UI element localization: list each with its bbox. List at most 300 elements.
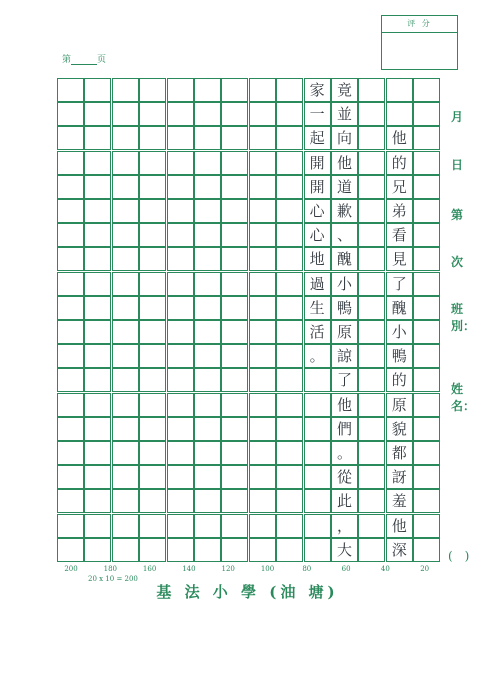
handwritten-char: 他: [336, 395, 352, 414]
handwritten-char: 看: [391, 226, 407, 245]
grid-cell: [57, 465, 84, 489]
page-number-label: [62, 52, 106, 65]
grid-cell: [84, 465, 111, 489]
grid-cell: [194, 465, 221, 489]
grid-cell: [112, 175, 139, 199]
grid-cell: [221, 514, 248, 538]
handwritten-char: 訝: [391, 468, 407, 487]
grid-cell: [221, 175, 248, 199]
grid-cell: [276, 538, 303, 562]
grid-cell: [194, 175, 221, 199]
grid-cell: [167, 102, 194, 126]
grid-cell: [167, 465, 194, 489]
grid-cell: [249, 465, 276, 489]
handwritten-char: 過: [309, 274, 325, 293]
grid-cell: [304, 368, 331, 392]
grid-cell: [57, 78, 84, 102]
handwritten-char: 見: [391, 250, 407, 269]
handwritten-char: 一: [309, 105, 325, 124]
grid-cell: [57, 296, 84, 320]
grid-column: [139, 78, 166, 562]
grid-cell: [57, 538, 84, 562]
grid-cell: [139, 151, 166, 175]
tick-label: 180: [103, 565, 117, 573]
grid-cell: [358, 320, 385, 344]
handwritten-char: 活: [309, 323, 325, 341]
grid-cell: [221, 368, 248, 392]
grid-cell: [139, 441, 166, 465]
grid-cell: [221, 393, 248, 417]
handwritten-char: 醜: [336, 250, 352, 269]
grid-cell: [386, 78, 413, 102]
grid-cell: [139, 199, 166, 223]
class-label: 班: [451, 302, 464, 316]
grid-cell: [276, 78, 303, 102]
grid-column: [57, 78, 84, 562]
handwritten-char: 大: [336, 540, 352, 559]
grid-cell: [221, 417, 248, 441]
grid-cell: [221, 78, 248, 102]
grid-cell: [57, 417, 84, 441]
grid-cell: [221, 102, 248, 126]
handwritten-char: 了: [336, 371, 352, 390]
grid-cell: [57, 393, 84, 417]
handwritten-char: 深: [391, 540, 407, 559]
grid-cell: [112, 272, 139, 296]
tick-label: 40: [380, 565, 390, 573]
grid-cell: [167, 272, 194, 296]
handwritten-char: 開: [309, 177, 325, 196]
grid-cell: [194, 368, 221, 392]
grid-cell: [167, 126, 194, 150]
grid-cell: [167, 199, 194, 223]
grid-cell: [112, 296, 139, 320]
grid-cell: [57, 151, 84, 175]
grid-cell: [167, 247, 194, 271]
grid-cell: [221, 223, 248, 247]
handwritten-char: 都: [391, 444, 407, 462]
grid-cell: [57, 489, 84, 513]
grid-cell: [249, 368, 276, 392]
month-label: 月: [451, 110, 464, 124]
grid-cell: [249, 296, 276, 320]
grid-cell: [276, 465, 303, 489]
grid-cell: [249, 538, 276, 562]
grid-cell: [112, 247, 139, 271]
grid-cell: [167, 368, 194, 392]
grid-cell: [304, 514, 331, 538]
grid-cell: [84, 368, 111, 392]
handwritten-char: 鴨: [391, 347, 407, 366]
grid-cell: [139, 344, 166, 368]
grid-cell: [167, 223, 194, 247]
grid-cell: [139, 320, 166, 344]
handwritten-char: 了: [391, 274, 407, 293]
grid-cell: [358, 538, 385, 562]
grid-cell: [413, 78, 440, 102]
grid-cell: [276, 199, 303, 223]
grid-cell: [358, 151, 385, 175]
grid-cell: [249, 126, 276, 150]
grid-cell: [194, 417, 221, 441]
grid-cell: [194, 126, 221, 150]
handwritten-char: 諒: [336, 347, 352, 366]
tick-label: 80: [302, 565, 312, 573]
grid-cell: [167, 514, 194, 538]
grid-cell: [139, 393, 166, 417]
grid-cell: [413, 102, 440, 126]
grid-cell: [84, 126, 111, 150]
grid-cell: [413, 320, 440, 344]
grid-cell: [167, 175, 194, 199]
grid-cell: [84, 296, 111, 320]
grid-cell: [57, 514, 84, 538]
grid-cell: [221, 126, 248, 150]
grid-cell: [249, 102, 276, 126]
tick-label: 200: [64, 565, 78, 573]
grid-cell: [276, 393, 303, 417]
grid-cell: [112, 102, 139, 126]
grid-cell: [112, 151, 139, 175]
grid-cell: [221, 344, 248, 368]
grid-cell: [139, 489, 166, 513]
grid-cell: [249, 175, 276, 199]
grid-cell: [413, 368, 440, 392]
grid-cell: [358, 175, 385, 199]
grid-cell: [194, 393, 221, 417]
grid-cell: [112, 465, 139, 489]
grid-cell: [57, 344, 84, 368]
grid-cell: [194, 151, 221, 175]
grid-cell: [249, 441, 276, 465]
grid-column: [249, 78, 276, 562]
grid-cell: [249, 514, 276, 538]
grid-cell: [249, 151, 276, 175]
grid-cell: [413, 417, 440, 441]
grid-cell: [413, 296, 440, 320]
grid-cell: [57, 126, 84, 150]
grid-cell: [84, 344, 111, 368]
grid-column: [358, 78, 385, 562]
grid-cell: [167, 296, 194, 320]
grid-cell: [84, 272, 111, 296]
grid-column: [304, 78, 331, 562]
handwritten-char: 們: [336, 419, 352, 438]
grid-column: [331, 78, 358, 562]
handwritten-char: 家: [309, 81, 325, 99]
grid-cell: [139, 538, 166, 562]
handwritten-char: 弟: [391, 202, 407, 220]
tick-label: 140: [182, 565, 196, 573]
grid-cell: [194, 78, 221, 102]
grid-cell: [221, 199, 248, 223]
grid-cell: [167, 151, 194, 175]
grid-cell: [84, 247, 111, 271]
grid-cell: [139, 296, 166, 320]
grid-cell: [221, 465, 248, 489]
grid-cell: [84, 417, 111, 441]
grid-cell: [413, 272, 440, 296]
handwritten-char: 兄: [391, 177, 407, 196]
grid-cell: [413, 465, 440, 489]
grid-cell: [167, 441, 194, 465]
page-label-suffix: 页: [97, 55, 107, 65]
handwritten-char: 的: [391, 371, 407, 390]
grid-cell: [139, 78, 166, 102]
handwritten-char: 小: [336, 274, 352, 293]
handwritten-char: 竟: [336, 81, 352, 99]
grid-cell: [139, 223, 166, 247]
grid-cell: [84, 538, 111, 562]
grid-cell: [304, 489, 331, 513]
grid-cell: [358, 296, 385, 320]
grid-cell: [358, 465, 385, 489]
grid-cell: [57, 320, 84, 344]
grid-cell: [304, 538, 331, 562]
grid-cell: [221, 538, 248, 562]
di-label: 第: [451, 208, 464, 222]
grid-column: [221, 78, 248, 562]
name-label-suffix: 名：: [451, 399, 476, 413]
handwritten-char: 道: [336, 177, 352, 196]
grid-cell: [413, 489, 440, 513]
grid-cell: [276, 489, 303, 513]
grid-cell: [84, 151, 111, 175]
grid-cell: [84, 320, 111, 344]
handwritten-char: 。: [336, 444, 352, 462]
handwritten-char: 開: [309, 153, 325, 172]
grid-cell: [194, 538, 221, 562]
grid-cell: [413, 344, 440, 368]
grid-cell: [276, 344, 303, 368]
tick-label: 120: [221, 565, 235, 573]
tick-label: 160: [142, 565, 157, 573]
grid-cell: [276, 102, 303, 126]
grid-cell: [167, 538, 194, 562]
grid-cell: [57, 272, 84, 296]
grid-cell: [139, 368, 166, 392]
grid-cell: [249, 320, 276, 344]
grid-cell: [57, 223, 84, 247]
grid-formula: 20 x 10 = 200: [88, 575, 138, 583]
grid-cell: [276, 441, 303, 465]
grid-cell: [112, 441, 139, 465]
score-paren: ( ): [448, 549, 470, 563]
handwritten-char: 心: [309, 202, 325, 220]
grid-cell: [139, 465, 166, 489]
grid-cell: [413, 538, 440, 562]
grid-cell: [112, 78, 139, 102]
page-label-prefix: 第: [62, 55, 72, 65]
grid-cell: [386, 102, 413, 126]
grid-cell: [358, 489, 385, 513]
grid-cell: [221, 441, 248, 465]
grid-cell: [413, 393, 440, 417]
grid-cell: [358, 126, 385, 150]
handwritten-char: 小: [391, 323, 407, 341]
grid-cell: [167, 320, 194, 344]
grid-cell: [358, 344, 385, 368]
grid-cell: [276, 175, 303, 199]
handwritten-char: 羞: [391, 492, 407, 511]
handwritten-char: 貌: [391, 419, 407, 438]
grid-cell: [84, 223, 111, 247]
grid-cell: [221, 272, 248, 296]
handwritten-char: 歉: [336, 202, 352, 220]
grid-cell: [249, 78, 276, 102]
grid-cell: [249, 199, 276, 223]
grid-cell: [358, 272, 385, 296]
grid-cell: [194, 223, 221, 247]
grid-cell: [167, 489, 194, 513]
grid-cell: [139, 102, 166, 126]
handwritten-char: 的: [391, 153, 407, 172]
grid-cell: [84, 441, 111, 465]
grid-cell: [112, 393, 139, 417]
grid-cell: [249, 489, 276, 513]
grid-cell: [84, 175, 111, 199]
grid-cell: [139, 126, 166, 150]
grid-cell: [413, 126, 440, 150]
name-label: 姓: [451, 382, 464, 396]
grid-cell: [249, 344, 276, 368]
grid-cell: [84, 393, 111, 417]
grid-cell: [276, 368, 303, 392]
grid-cell: [304, 393, 331, 417]
handwritten-char: 地: [309, 250, 325, 269]
grid-cell: [413, 514, 440, 538]
day-label: 日: [451, 158, 464, 172]
grid-cell: [358, 417, 385, 441]
handwritten-char: 原: [336, 323, 352, 341]
grid-cell: [221, 247, 248, 271]
grid-cell: [194, 102, 221, 126]
grid-cell: [249, 223, 276, 247]
handwritten-char: 心: [309, 226, 325, 245]
grid-cell: [304, 465, 331, 489]
handwritten-char: 醜: [391, 298, 407, 317]
grid-cell: [413, 199, 440, 223]
score-box: [381, 15, 458, 70]
grid-cell: [413, 441, 440, 465]
grid-cell: [194, 514, 221, 538]
grid-cell: [413, 223, 440, 247]
handwritten-char: 生: [309, 298, 325, 317]
grid-cell: [221, 151, 248, 175]
grid-cell: [221, 489, 248, 513]
grid-cell: [249, 247, 276, 271]
grid-cell: [194, 247, 221, 271]
grid-cell: [276, 247, 303, 271]
grid-cell: [139, 514, 166, 538]
grid-cell: [57, 247, 84, 271]
grid-cell: [194, 441, 221, 465]
grid-cell: [112, 368, 139, 392]
grid-cell: [276, 296, 303, 320]
grid-cell: [276, 272, 303, 296]
handwritten-char: 他: [336, 153, 352, 172]
grid-cell: [194, 199, 221, 223]
grid-cell: [413, 151, 440, 175]
grid-cell: [304, 417, 331, 441]
grid-cell: [304, 441, 331, 465]
grid-column: [276, 78, 303, 562]
handwritten-char: ，: [336, 516, 352, 535]
grid-cell: [112, 344, 139, 368]
grid-cell: [57, 102, 84, 126]
grid-cell: [112, 126, 139, 150]
grid-cell: [84, 489, 111, 513]
handwritten-char: 向: [336, 129, 352, 148]
grid-cell: [112, 538, 139, 562]
grid-cell: [57, 199, 84, 223]
grid-cell: [84, 102, 111, 126]
grid-cell: [57, 368, 84, 392]
page-number-blank: [71, 56, 97, 65]
grid-column: [194, 78, 221, 562]
grid-cell: [276, 126, 303, 150]
grid-cell: [112, 199, 139, 223]
handwritten-char: 起: [309, 129, 325, 148]
grid-cell: [167, 417, 194, 441]
grid-cell: [249, 272, 276, 296]
grid-cell: [249, 393, 276, 417]
handwritten-char: 從: [336, 468, 352, 487]
grid-cell: [358, 78, 385, 102]
grid-cell: [112, 320, 139, 344]
grid-cell: [221, 320, 248, 344]
grid-cell: [413, 175, 440, 199]
grid-cell: [358, 247, 385, 271]
grid-column: [112, 78, 139, 562]
grid-cell: [112, 223, 139, 247]
handwritten-char: 、: [336, 226, 352, 245]
grid-cell: [413, 247, 440, 271]
class-label-suffix: 別：: [451, 319, 476, 333]
grid-cell: [276, 223, 303, 247]
grid-cell: [194, 489, 221, 513]
grid-cell: [112, 417, 139, 441]
grid-cell: [167, 393, 194, 417]
writing-grid: [57, 78, 442, 562]
ci-label: 次: [451, 255, 464, 269]
grid-cell: [276, 417, 303, 441]
handwritten-char: 他: [391, 516, 407, 535]
grid-cell: [84, 199, 111, 223]
grid-cell: [276, 320, 303, 344]
grid-cell: [276, 151, 303, 175]
grid-column: [386, 78, 413, 562]
grid-cell: [84, 514, 111, 538]
grid-cell: [112, 514, 139, 538]
tick-label: 60: [341, 565, 351, 573]
grid-cell: [358, 223, 385, 247]
grid-cell: [194, 320, 221, 344]
grid-cell: [276, 514, 303, 538]
grid-cell: [194, 272, 221, 296]
grid-column: [413, 78, 440, 562]
grid-cell: [194, 296, 221, 320]
grid-cell: [358, 441, 385, 465]
grid-cell: [358, 514, 385, 538]
grid-cell: [221, 296, 248, 320]
grid-cell: [139, 417, 166, 441]
grid-cell: [57, 441, 84, 465]
tick-label: 20: [420, 565, 430, 573]
grid-cell: [139, 247, 166, 271]
grid-cell: [358, 199, 385, 223]
handwritten-char: 鴨: [336, 298, 352, 317]
